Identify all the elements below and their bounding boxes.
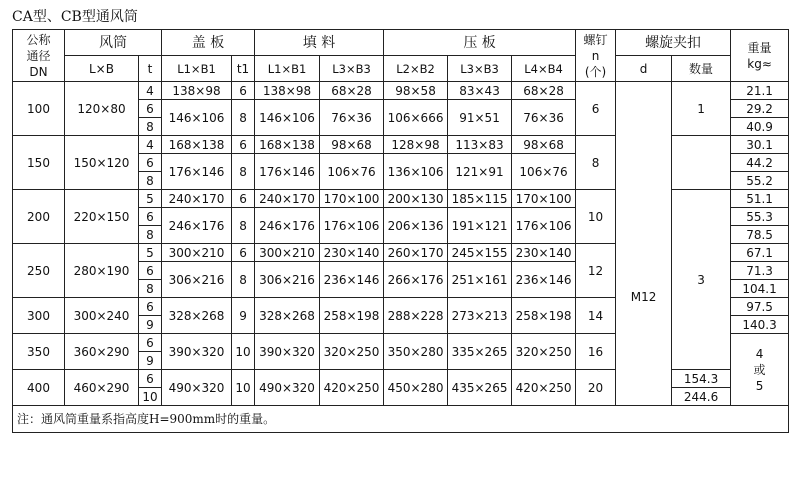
- cell-duct-t: 4: [139, 82, 162, 100]
- header-clamp: 螺旋夹扣: [616, 30, 731, 56]
- header-bolt-line3: (个): [584, 64, 607, 79]
- cell-duct-lb: 300×240: [65, 298, 139, 334]
- cell-p2: 98×58: [384, 82, 448, 100]
- cell-cover: 146×106: [162, 100, 232, 136]
- cell-t1: 10: [232, 370, 255, 406]
- header-fill-lb1: L1×B1: [255, 56, 320, 82]
- cell-cover: 246×176: [162, 208, 232, 244]
- header-cover-lb: L1×B1: [162, 56, 232, 82]
- cell-p2: 128×98: [384, 136, 448, 154]
- cell-dn: 350: [13, 334, 65, 370]
- cell-t1: 6: [232, 190, 255, 208]
- header-weight-line2: kg≈: [747, 56, 772, 71]
- cell-f1: 490×320: [255, 370, 320, 406]
- cell-t1: 6: [232, 136, 255, 154]
- cell-weight: 71.3: [731, 262, 789, 280]
- clamp-qty-line: 4: [755, 346, 764, 361]
- cell-duct-lb: 360×290: [65, 334, 139, 370]
- cell-p4: 320×250: [512, 334, 576, 370]
- page-title: CA型、CB型通风筒: [12, 9, 138, 25]
- header-duct-lb: L×B: [65, 56, 139, 82]
- cell-duct-lb: 460×290: [65, 370, 139, 406]
- cell-weight: 40.9: [731, 118, 789, 136]
- header-clamp-d: d: [616, 56, 672, 82]
- cell-t1: 8: [232, 262, 255, 298]
- cell-cover: 328×268: [162, 298, 232, 334]
- cell-f3: 230×140: [320, 244, 384, 262]
- cell-cover: 168×138: [162, 136, 232, 154]
- cell-p3: 91×51: [448, 100, 512, 136]
- cell-f3: 98×68: [320, 136, 384, 154]
- cell-bolt-n: 10: [576, 190, 616, 244]
- cell-t1: 8: [232, 154, 255, 190]
- cell-duct-t: 6: [139, 298, 162, 316]
- table-row: [13, 136, 789, 154]
- cell-duct-lb: 120×80: [65, 82, 139, 136]
- cell-duct-t: 6: [139, 262, 162, 280]
- cell-cover: 390×320: [162, 334, 232, 370]
- cell-cover: 240×170: [162, 190, 232, 208]
- cell-bolt-n: 12: [576, 244, 616, 298]
- cell-p3: 121×91: [448, 154, 512, 190]
- cell-f1: 390×320: [255, 334, 320, 370]
- cell-duct-t: 9: [139, 316, 162, 334]
- cell-weight: 97.5: [731, 298, 789, 316]
- cell-clamp-d-empty: [616, 82, 672, 190]
- cell-t1: 8: [232, 100, 255, 136]
- cell-weight: 51.1: [731, 190, 789, 208]
- cell-p2: 106×666: [384, 100, 448, 136]
- cell-bolt-n: 8: [576, 136, 616, 190]
- header-bolt-line1: 螺钉: [583, 32, 608, 47]
- cell-p2: 206×136: [384, 208, 448, 244]
- cell-t1: 8: [232, 208, 255, 244]
- cell-dn: 250: [13, 244, 65, 298]
- cell-duct-lb: 220×150: [65, 190, 139, 244]
- cell-f3: 258×198: [320, 298, 384, 334]
- cell-f1: 306×216: [255, 262, 320, 298]
- cell-t1: 6: [232, 244, 255, 262]
- cell-cover: 138×98: [162, 82, 232, 100]
- cell-bolt-n: 14: [576, 298, 616, 334]
- cell-f1: 300×210: [255, 244, 320, 262]
- cell-p4: 76×36: [512, 100, 576, 136]
- header-dn-line2: 通径: [26, 48, 51, 63]
- cell-f3: 170×100: [320, 190, 384, 208]
- header-duct-t: t: [139, 56, 162, 82]
- cell-duct-t: 9: [139, 352, 162, 370]
- cell-p3: 273×213: [448, 298, 512, 334]
- cell-weight: 29.2: [731, 100, 789, 118]
- cell-p2: 200×130: [384, 190, 448, 208]
- header-press-lb3: L3×B3: [448, 56, 512, 82]
- cell-weight: 67.1: [731, 244, 789, 262]
- header-cover-t: t1: [232, 56, 255, 82]
- header-weight: [731, 30, 789, 82]
- cell-bolt-n: 16: [576, 334, 616, 370]
- cell-dn: 200: [13, 190, 65, 244]
- cell-weight: 55.3: [731, 208, 789, 226]
- cell-p4: 176×106: [512, 208, 576, 244]
- header-dn-line1: 公称: [26, 32, 51, 47]
- cell-f1: 146×106: [255, 100, 320, 136]
- cell-p3: 185×115: [448, 190, 512, 208]
- cell-f1: 240×170: [255, 190, 320, 208]
- cell-duct-t: 8: [139, 280, 162, 298]
- header-cover: 盖 板: [162, 30, 255, 56]
- cell-duct-t: 6: [139, 154, 162, 172]
- cell-weight: 140.3: [731, 316, 789, 334]
- cell-f1: 246×176: [255, 208, 320, 244]
- cell-clamp-d: M12: [616, 190, 672, 406]
- cell-p2: 350×280: [384, 334, 448, 370]
- cell-duct-t: 6: [139, 100, 162, 118]
- cell-f3: 76×36: [320, 100, 384, 136]
- cell-dn: 400: [13, 370, 65, 406]
- cell-p4: 98×68: [512, 136, 576, 154]
- table-row: [13, 82, 789, 100]
- cell-clamp-qty-empty: [672, 136, 731, 190]
- header-press-lb2: L2×B2: [384, 56, 448, 82]
- header-bolt: [576, 30, 616, 82]
- cell-duct-t: 6: [139, 334, 162, 352]
- cell-f3: 68×28: [320, 82, 384, 100]
- cell-weight: 104.1: [731, 280, 789, 298]
- spec-table: [12, 29, 789, 433]
- cell-p3: 113×83: [448, 136, 512, 154]
- cell-f1: 328×268: [255, 298, 320, 334]
- header-weight-line1: 重量: [747, 40, 772, 55]
- table-row: [13, 370, 789, 388]
- cell-f1: 138×98: [255, 82, 320, 100]
- cell-bolt-n: 20: [576, 370, 616, 406]
- cell-duct-t: 5: [139, 190, 162, 208]
- cell-duct-t: 8: [139, 172, 162, 190]
- header-press: 压 板: [384, 30, 576, 56]
- cell-p2: 260×170: [384, 244, 448, 262]
- note-row: [13, 406, 789, 433]
- cell-p2: 266×176: [384, 262, 448, 298]
- cell-p4: 106×76: [512, 154, 576, 190]
- cell-t1: 6: [232, 82, 255, 100]
- cell-cover: 490×320: [162, 370, 232, 406]
- cell-p3: 83×43: [448, 82, 512, 100]
- header-clamp-qty: 数量: [672, 56, 731, 82]
- header-bolt-line2: n: [591, 48, 600, 63]
- header-press-lb4: L4×B4: [512, 56, 576, 82]
- cell-f3: 176×106: [320, 208, 384, 244]
- cell-p2: 136×106: [384, 154, 448, 190]
- cell-t1: 10: [232, 334, 255, 370]
- cell-p4: 170×100: [512, 190, 576, 208]
- cell-t1: 9: [232, 298, 255, 334]
- cell-clamp-qty: 3: [672, 190, 731, 370]
- cell-cover: 176×146: [162, 154, 232, 190]
- cell-dn: 300: [13, 298, 65, 334]
- cell-weight: 30.1: [731, 136, 789, 154]
- cell-weight: 154.3: [672, 370, 731, 388]
- cell-p4: 68×28: [512, 82, 576, 100]
- cell-p3: 191×121: [448, 208, 512, 244]
- cell-weight: 55.2: [731, 172, 789, 190]
- cell-clamp-qty: 1: [672, 82, 731, 136]
- cell-p4: 230×140: [512, 244, 576, 262]
- header-fill-lb3: L3×B3: [320, 56, 384, 82]
- header-dn: [13, 30, 65, 82]
- cell-duct-t: 10: [139, 388, 162, 406]
- cell-duct-t: 6: [139, 208, 162, 226]
- clamp-qty-line: 或: [753, 362, 766, 377]
- cell-weight: 21.1: [731, 82, 789, 100]
- header-fill: 填 料: [255, 30, 384, 56]
- cell-p3: 335×265: [448, 334, 512, 370]
- cell-dn: 100: [13, 82, 65, 136]
- cell-p2: 288×228: [384, 298, 448, 334]
- cell-clamp-qty-last: [731, 334, 789, 406]
- table-row: [13, 190, 789, 208]
- cell-dn: 150: [13, 136, 65, 190]
- cell-duct-lb: 150×120: [65, 136, 139, 190]
- cell-cover: 300×210: [162, 244, 232, 262]
- cell-weight: 78.5: [731, 226, 789, 244]
- cell-p4: 236×146: [512, 262, 576, 298]
- clamp-qty-line: 5: [755, 378, 764, 393]
- cell-duct-t: 8: [139, 118, 162, 136]
- cell-f1: 168×138: [255, 136, 320, 154]
- cell-duct-t: 4: [139, 136, 162, 154]
- cell-p3: 251×161: [448, 262, 512, 298]
- cell-duct-t: 8: [139, 226, 162, 244]
- cell-f3: 236×146: [320, 262, 384, 298]
- cell-f3: 106×76: [320, 154, 384, 190]
- cell-p3: 245×155: [448, 244, 512, 262]
- cell-f1: 176×146: [255, 154, 320, 190]
- cell-weight: 244.6: [672, 388, 731, 406]
- cell-duct-lb: 280×190: [65, 244, 139, 298]
- cell-p3: 435×265: [448, 370, 512, 406]
- cell-p2: 450×280: [384, 370, 448, 406]
- table-note: 注：通风筒重量系指高度H=900mm时的重量。: [13, 406, 789, 433]
- header-duct: 风筒: [65, 30, 162, 56]
- cell-bolt-n: 6: [576, 82, 616, 136]
- cell-p4: 258×198: [512, 298, 576, 334]
- cell-cover: 306×216: [162, 262, 232, 298]
- cell-f3: 420×250: [320, 370, 384, 406]
- header-dn-line3: DN: [29, 64, 48, 79]
- cell-f3: 320×250: [320, 334, 384, 370]
- cell-duct-t: 5: [139, 244, 162, 262]
- cell-duct-t: 6: [139, 370, 162, 388]
- cell-p4: 420×250: [512, 370, 576, 406]
- cell-weight: 44.2: [731, 154, 789, 172]
